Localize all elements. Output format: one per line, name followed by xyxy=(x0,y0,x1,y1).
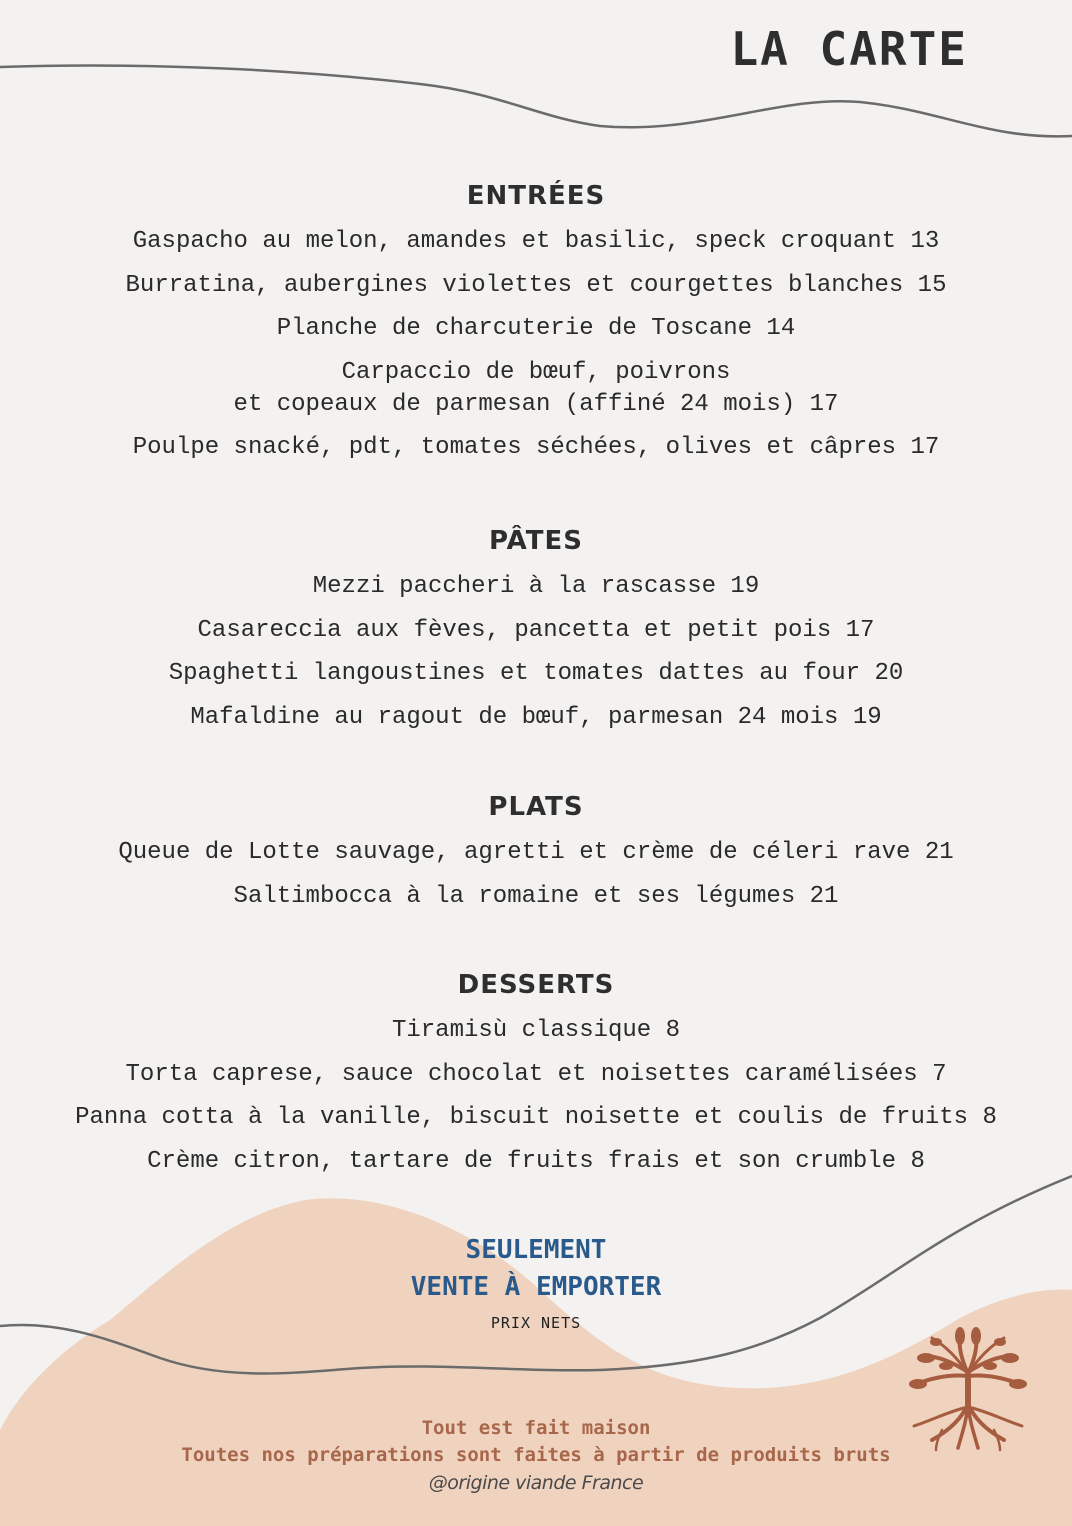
menu-item: Torta caprese, sauce chocolat et noisettes caramélisées 7 xyxy=(125,1060,947,1088)
menu-item: Planche de charcuterie de Toscane 14 xyxy=(276,315,796,342)
section-desserts xyxy=(0,969,1072,1189)
takeaway-notice xyxy=(0,1232,1072,1332)
section-heading: DESSERTS xyxy=(457,970,615,1000)
section-entrees xyxy=(0,180,1072,476)
menu-item: Poulpe snacké, pdt, tomates séchées, olives et câpres 17 xyxy=(132,434,940,461)
section-pates xyxy=(0,525,1072,745)
menu-item: Casareccia aux fèves, pancetta et petit pois 17 xyxy=(197,616,875,644)
menu-item: Mafaldine au ragout de bœuf, parmesan 24 mois 19 xyxy=(190,703,882,731)
takeaway-line-1: SEULEMENT xyxy=(465,1235,607,1265)
menu-item: Carpaccio de bœuf, poivrons et copeaux de parmesan (affiné 24 mois) 17 xyxy=(233,358,839,418)
footer-meat-origin: @origine viande France xyxy=(428,1472,644,1494)
section-plats xyxy=(0,791,1072,924)
section-heading: ENTRÉES xyxy=(466,181,606,211)
menu-item: Tiramisù classique 8 xyxy=(391,1017,681,1044)
menu-item: Burratina, aubergines violettes et courgettes blanches 15 xyxy=(125,271,947,299)
menu-item: Spaghetti langoustines et tomates dattes au four 20 xyxy=(168,660,904,687)
section-heading: PLATS xyxy=(488,792,584,822)
prices-note: PRIX NETS xyxy=(490,1314,582,1332)
menu-item: Gaspacho au melon, amandes et basilic, speck croquant 13 xyxy=(132,228,940,255)
footer-raw-products: Toutes nos préparations sont faites à partir de produits bruts xyxy=(181,1444,891,1466)
menu-item: Crème citron, tartare de fruits frais et son crumble 8 xyxy=(147,1147,925,1175)
menu-item: Queue de Lotte sauvage, agretti et crème de céleri rave 21 xyxy=(118,839,954,866)
tree-roots-icon xyxy=(902,1322,1034,1454)
top-wave-line xyxy=(0,66,1072,137)
page-title: LA CARTE xyxy=(730,22,968,76)
takeaway-line-2: VENTE À EMPORTER xyxy=(410,1272,662,1302)
menu-item: Mezzi paccheri à la rascasse 19 xyxy=(312,573,760,600)
menu-item: Panna cotta à la vanille, biscuit noisette et coulis de fruits 8 xyxy=(75,1104,997,1131)
menu-item: Saltimbocca à la romaine et ses légumes 21 xyxy=(233,882,839,910)
footer-homemade: Tout est fait maison xyxy=(421,1417,651,1439)
section-heading: PÂTES xyxy=(489,526,583,556)
